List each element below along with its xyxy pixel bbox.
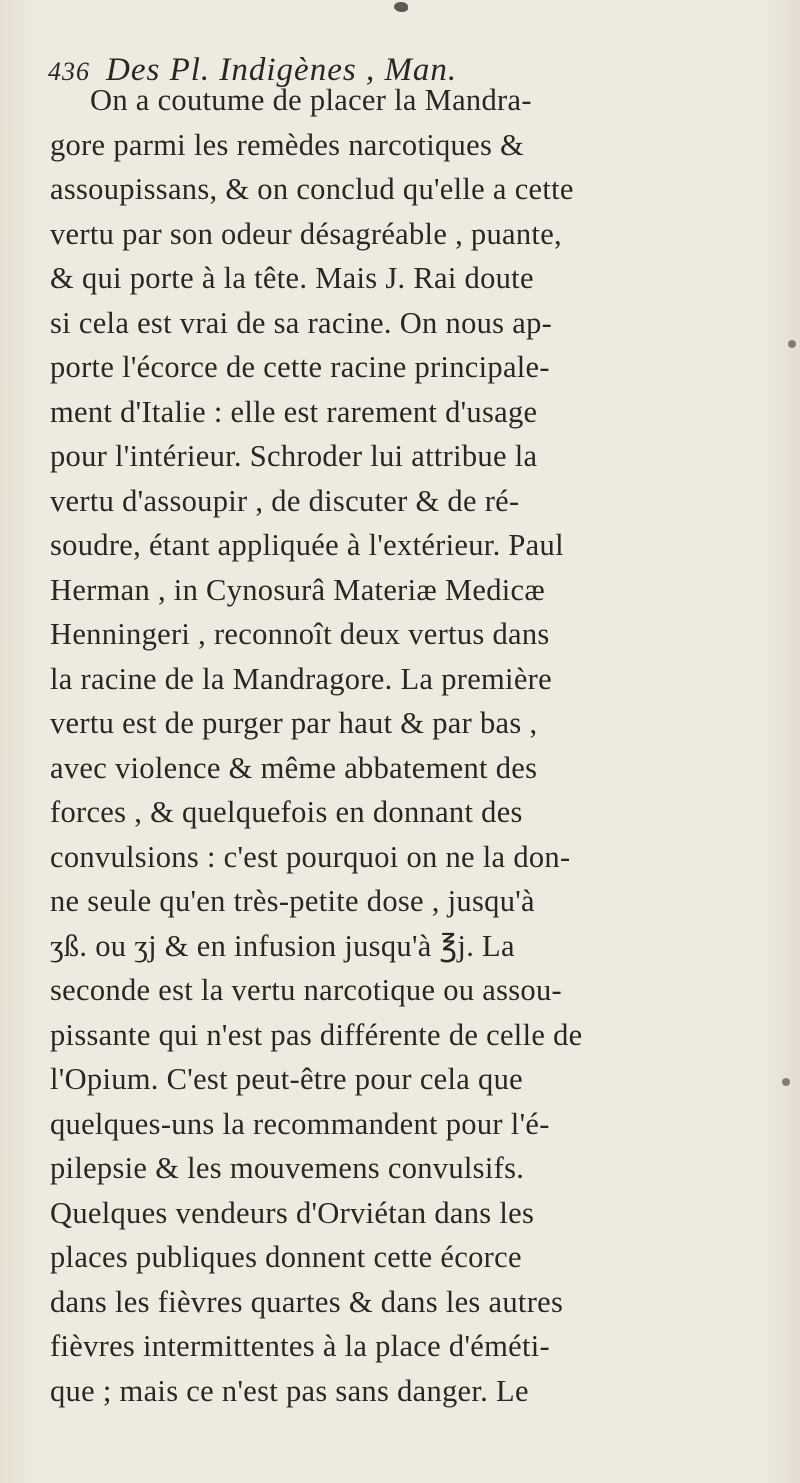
text-line: Henningeri , reconnoît deux vertus dans <box>50 617 550 651</box>
text-line: Quelques vendeurs d'Orviétan dans les <box>50 1195 535 1230</box>
text-line: seconde est la vertu narcotique ou assou- <box>50 973 562 1007</box>
text-line: On a coutume de placer la Mandra- <box>90 83 532 117</box>
text-line: soudre, étant appliquée à l'extérieur. Paul <box>50 528 564 562</box>
text-line: ment d'Italie : elle est rarement d'usage <box>50 394 538 429</box>
text-line: que ; mais ce n'est pas sans danger. Le <box>50 1373 529 1408</box>
text-line: vertu d'assoupir , de discuter & de ré- <box>50 483 520 518</box>
running-title: Des Pl. Indigènes , Man. <box>106 52 458 88</box>
text-line: pilepsie & les mouvemens convulsifs. <box>50 1151 525 1185</box>
text-line: ʒß. ou ʒj & en infusion jusqu'à ℥j. La <box>50 928 515 963</box>
text-line: vertu est de purger par haut & par bas , <box>50 706 538 740</box>
text-line: ne seule qu'en très-petite dose , jusqu'à <box>50 884 535 918</box>
body-text <box>50 78 778 1413</box>
text-line: l'Opium. C'est peut-être pour cela que <box>50 1062 523 1096</box>
text-line: fièvres intermittentes à la place d'éméti- <box>50 1329 550 1363</box>
page-number: 436 <box>48 57 90 86</box>
text-line: avec violence & même abbatement des <box>50 750 538 785</box>
text-line: assoupissans, & on conclud qu'elle a cette <box>50 172 574 206</box>
text-line: & qui porte à la tête. Mais J. Rai doute <box>50 261 534 295</box>
text-line: quelques-uns la recommandent pour l'é- <box>50 1106 550 1141</box>
ink-spot <box>782 1078 790 1086</box>
text-line: porte l'écorce de cette racine principale- <box>50 350 550 384</box>
text-line: pour l'intérieur. Schroder lui attribue la <box>50 439 538 473</box>
text-line: forces , & quelquefois en donnant des <box>50 795 523 829</box>
text-line: vertu par son odeur désagréable , puante, <box>50 216 562 251</box>
text-line: dans les fièvres quartes & dans les autres <box>50 1284 564 1319</box>
text-line: Herman , in Cynosurâ Materiæ Medicæ <box>50 572 546 607</box>
text-line: pissante qui n'est pas différente de celle de <box>50 1017 583 1052</box>
text-line: si cela est vrai de sa racine. On nous ap- <box>50 305 553 340</box>
text-line: la racine de la Mandragore. La première <box>50 661 552 696</box>
ink-spot <box>788 340 796 348</box>
ink-blot <box>394 2 408 12</box>
text-line: gore parmi les remèdes narcotiques & <box>50 127 525 162</box>
text-line: places publiques donnent cette écorce <box>50 1240 522 1274</box>
text-line: convulsions : c'est pourquoi on ne la don- <box>50 839 571 874</box>
